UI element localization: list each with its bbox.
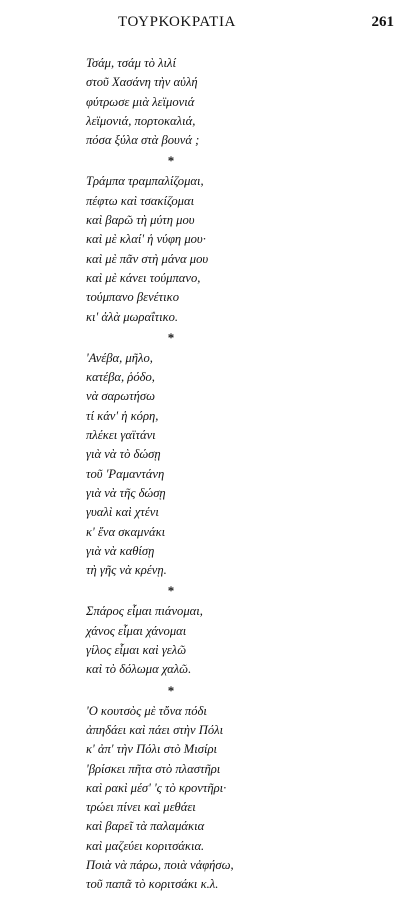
verse-line: Τράμπα τραμπαλίζομαι,: [86, 174, 204, 189]
verse-line: χάνος εἶμαι χάνομαι: [86, 623, 187, 638]
page-number: 261: [371, 14, 394, 30]
verse-line: τοῦ παπᾶ τὸ κοριτσάκι κ.λ.: [86, 877, 219, 892]
verse-line: φύτρωσε μιὰ λεϊμονιά: [86, 94, 195, 109]
stanza-separator: *: [167, 329, 175, 345]
stanza-2: [86, 172, 386, 326]
verse-line: καὶ ρακὶ μέσ' 'ς τὸ κροντῆρι·: [86, 780, 227, 795]
verse-line: γυαλὶ καὶ χτένι: [86, 505, 159, 520]
verse-line: τοῦ 'Ραμαντάνη: [86, 466, 165, 481]
verse-line: τί κάν' ἡ κόρη,: [86, 408, 159, 423]
stanza-separator: *: [167, 583, 175, 599]
verse-line: 'Ο κουτσὸς μὲ τὄνα πόδι: [86, 703, 207, 718]
verse-line: 'βρίσκει πῆτα στὸ πλαστῆρι: [86, 761, 221, 776]
verse-line: Σπάρος εἶμαι πιάνομαι,: [86, 604, 203, 619]
verse-line: Τσάμ, τσάμ τὸ λιλί: [86, 56, 176, 70]
poem-collection: [86, 54, 386, 899]
verse-line: πλέκει γαϊτάνι: [86, 428, 156, 443]
verse-line: νὰ σαρωτήσω: [86, 389, 155, 404]
verse-line: στοῦ Χασάνη τὴν αὐλή: [86, 75, 198, 90]
verse-line: καὶ βαρῶ τὴ μύτη μου: [86, 213, 195, 228]
verse-line: καὶ μαζεύει κοριτσάκια.: [86, 838, 205, 853]
verse-line: τρώει πίνει καὶ μεθάει: [86, 800, 196, 815]
verse-line: κ' ἕνα σκαμνάκι: [86, 524, 166, 539]
stanza-4: [86, 602, 386, 679]
stanza-5: [86, 702, 386, 895]
verse-line: λεϊμονιά, πορτοκαλιά,: [86, 113, 196, 128]
verse-line: καὶ μὲ κλαί' ἡ νύφη μου·: [86, 232, 206, 247]
verse-line: καὶ τὸ δόλωμα χαλῶ.: [86, 662, 192, 677]
verse-line: γιὰ νὰ τῆς δώσῃ: [86, 485, 166, 500]
verse-line: πέφτω καὶ τσακίζομαι: [86, 193, 195, 208]
verse-line: πόσα ξύλα στὰ βουνά ;: [86, 133, 200, 148]
verse-line: κατέβα, ῥόδο,: [86, 370, 155, 385]
stanza-3: [86, 349, 386, 581]
verse-line: τὴ γῆς νὰ κρένῃ.: [86, 563, 167, 578]
verse-line: 'Ανέβα, μῆλο,: [86, 350, 153, 365]
verse-line: γιὰ νὰ καθίσῃ: [86, 543, 155, 558]
verse-line: καὶ μὲ πᾶν στὴ μάνα μου: [86, 251, 209, 266]
verse-line: καὶ μὲ κάνει τούμπανο,: [86, 270, 201, 285]
stanza-1: [86, 54, 386, 150]
verse-line: ἀπηδάει καὶ πάει στὴν Πόλι: [86, 722, 224, 737]
verse-line: καὶ βαρεῖ τὰ παλαμάκια: [86, 819, 205, 834]
stanza-separator: *: [167, 682, 175, 698]
verse-line: γιὰ νὰ τὸ δώσῃ: [86, 447, 161, 462]
verse-line: κι' ἀλὰ μωραΐτικο.: [86, 309, 179, 324]
verse-line: Ποιὰ νὰ πάρω, ποιὰ νἀφήσω,: [86, 857, 234, 872]
verse-line: τούμπανο βενέτικο: [86, 290, 179, 305]
verse-line: γίλος εἶμαι καὶ γελῶ: [86, 643, 187, 658]
verse-line: κ' ἀπ' τὴν Πόλι στὸ Μισίρι: [86, 742, 218, 757]
running-head: ΤΟΥΡΚΟΚΡΑΤΙΑ: [118, 14, 236, 30]
stanza-separator: *: [167, 153, 175, 169]
